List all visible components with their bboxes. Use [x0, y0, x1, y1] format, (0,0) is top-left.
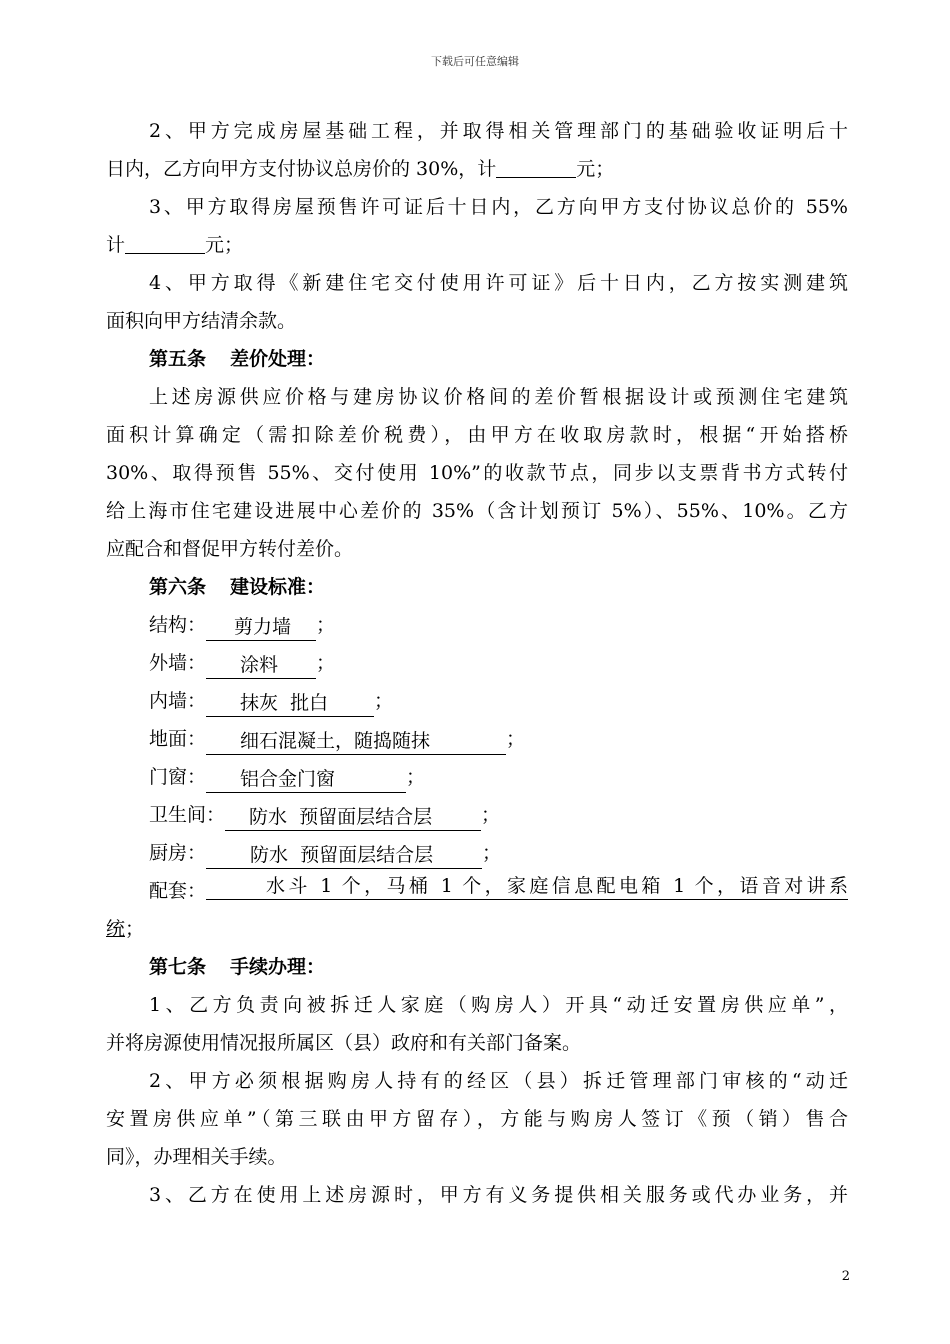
paragraph-line: 3、乙方在使用上述房源时，甲方有义务提供相关服务或代办业务，并 — [149, 1184, 848, 1206]
spec-end: ； — [316, 652, 336, 674]
spec-label: 内墙： — [149, 690, 207, 712]
spec-end: ； — [125, 918, 145, 940]
spec-item-kitchen — [106, 834, 848, 872]
article-heading — [106, 568, 848, 606]
spec-item-floor — [106, 720, 848, 758]
paragraph-line: 30%、取得预售 55%、交付使用 10%”的收款节点，同步以支票背书方式转付 — [106, 462, 848, 484]
spec-end: ； — [482, 842, 502, 864]
paragraph-line — [106, 226, 848, 264]
article-number: 第七条 — [149, 956, 207, 978]
spec-value-cont: 统 — [106, 918, 126, 940]
spec-label: 门窗： — [149, 766, 207, 788]
line-text: 元； — [576, 158, 615, 180]
spec-label: 地面： — [149, 728, 207, 750]
article-title: 建设标准： — [230, 576, 326, 598]
spec-value[interactable]: 剪力墙 — [206, 613, 316, 641]
spec-item-exterior-wall — [106, 644, 848, 682]
spec-end: ； — [406, 766, 426, 788]
spec-label: 卫生间： — [149, 804, 226, 826]
spec-end: ； — [506, 728, 526, 750]
paragraph-line: 面积向甲方结清余款。 — [106, 310, 297, 332]
paragraph-line: 面积计算确定（需扣除差价税费），由甲方在收取房款时，根据“开始搭桥 — [106, 424, 848, 446]
spec-item-facilities — [106, 872, 848, 910]
paragraph-line: 给上海市住宅建设进展中心差价的 35%（含计划预订 5%）、55%、10%。乙方 — [106, 500, 848, 522]
spec-value[interactable]: 涂料 — [206, 651, 316, 679]
spec-value[interactable]: 防水 预留面层结合层 — [225, 803, 481, 831]
article-heading — [106, 340, 848, 378]
paragraph-line: 2、甲方必须根据购房人持有的经区（县）拆迁管理部门审核的“动迁 — [149, 1070, 848, 1092]
spec-item-doors-windows — [106, 758, 848, 796]
spec-label: 配套： — [149, 880, 207, 902]
article-title: 差价处理： — [230, 348, 326, 370]
paragraph-line: 应配合和督促甲方转付差价。 — [106, 538, 354, 560]
paragraph-line: 同》，办理相关手续。 — [106, 1146, 287, 1168]
spec-value[interactable]: 铝合金门窗 — [206, 765, 406, 793]
paragraph-line: 上述房源供应价格与建房协议价格间的差价暂根据设计或预测住宅建筑 — [149, 386, 848, 408]
article-number: 第五条 — [149, 348, 207, 370]
document-body — [106, 112, 848, 1214]
article-heading — [106, 948, 848, 986]
paragraph-line — [106, 150, 848, 188]
article-title: 手续办理： — [230, 956, 326, 978]
spec-value[interactable]: 水斗 1 个，马桶 1 个，家庭信息配电箱 1 个，语音对讲系 — [206, 872, 848, 900]
page-header: 下载后可任意编辑 — [431, 55, 519, 68]
spec-item-structure — [106, 606, 848, 644]
spec-end: ； — [481, 804, 501, 826]
article-number: 第六条 — [149, 576, 207, 598]
spec-value[interactable]: 细石混凝土，随捣随抹 — [206, 727, 506, 755]
paragraph-line: 安置房供应单”（第三联由甲方留存），方能与购房人签订《预（销）售合 — [106, 1108, 848, 1130]
spec-value[interactable]: 防水 预留面层结合层 — [206, 841, 482, 869]
spec-end: ； — [374, 690, 394, 712]
paragraph-line: 并将房源使用情况报所属区（县）政府和有关部门备案。 — [106, 1032, 582, 1054]
line-text: 计 — [106, 234, 126, 256]
page-number: 2 — [841, 1269, 850, 1284]
paragraph-line: 1、乙方负责向被拆迁人家庭（购房人）开具“动迁安置房供应单”， — [149, 994, 848, 1016]
spec-label: 厨房： — [149, 842, 207, 864]
paragraph-line: 2、甲方完成房屋基础工程，并取得相关管理部门的基础验收证明后十 — [149, 120, 848, 142]
paragraph-line: 4、甲方取得《新建住宅交付使用许可证》后十日内，乙方按实测建筑 — [149, 272, 848, 294]
amount-blank[interactable] — [125, 229, 205, 254]
amount-blank[interactable] — [496, 153, 576, 178]
line-text: 元； — [205, 234, 244, 256]
paragraph-line: 3、甲方取得房屋预售许可证后十日内，乙方向甲方支付协议总价的 55% — [149, 196, 848, 218]
line-text: 日内，乙方向甲方支付协议总房价的 30%，计 — [106, 158, 497, 180]
paragraph-line — [106, 910, 848, 948]
spec-label: 结构： — [149, 614, 207, 636]
spec-value[interactable]: 抹灰 批白 — [206, 689, 374, 717]
spec-label: 外墙： — [149, 652, 207, 674]
spec-item-interior-wall — [106, 682, 848, 720]
spec-end: ； — [316, 614, 336, 636]
spec-item-bathroom — [106, 796, 848, 834]
